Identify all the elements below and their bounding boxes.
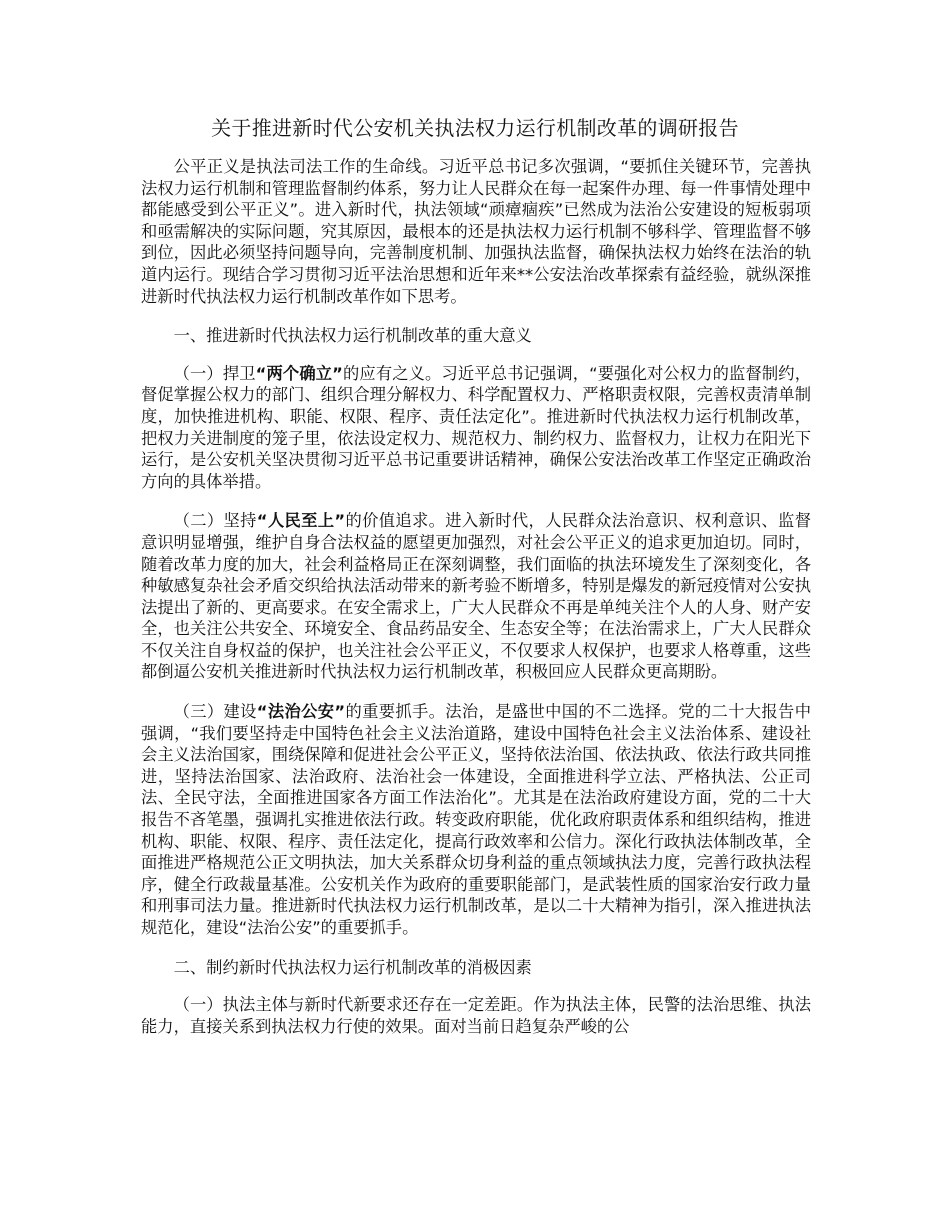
paragraph-text: 法治，是盛世中国的不二选择。党的二十大报告中强调，“我们要坚持走中国特色社会主义法治道路，建设中国特色社会主义法治体系、建设社会主义法治国家，围绕保障和促进社会公平正义，坚持依法治国、依法执政、依法行政共同推进，坚持法治国家、法治政府、法治社会一体建设，全面推进科学立法、严格执法、公正司法、全民守法，全面推进国家各方面工作法治化”。尤其是在法治政府建设方面，党的二十大报告不吝笔墨，强调扎实推进依法行政。转变政府职能，优化政府职责体系和组织结构，推进机构、职能、权限、程序、责任法定化，提高行政效率和公信力。深化行政执法体制改革，全面推进严格规范公正文明执法，加大关系群众切身利益的重点领域执法力度，完善行政执法程序，健全行政裁量基准。公安机关作为政府的重要职能部门，是武装性质的国家治安行政力量和刑事司法力量。推进新时代执法权力运行机制改革，是以二十大精神为指引，深入推进执法规范化，建设“法治公安”的重要抓手。 — [141, 702, 811, 937]
paragraph-suffix: 的价值追求。 — [345, 511, 446, 531]
paragraph-text: 习近平总书记强调，“要强化对公权力的监督制约，督促掌握公权力的部门、组织合理分解权力、科学配置权力、严格职责权限，完善权责清单制度，加快推进机构、职能、权限、程序、责任法定化”。推进新时代执法权力运行机制改革，把权力关进制度的笼子里，依法设定权力、规范权力、制约权力、监督权力，让权力在阳光下运行，是公安机关坚决贯彻习近平总书记重要讲话精神，确保公安法治改革工作坚定正确政治方向的具体举措。 — [141, 363, 811, 491]
section-1-paragraph-3 — [141, 701, 811, 939]
document-title: 关于推进新时代公安机关执法权力运行机制改革的调研报告 — [211, 116, 739, 140]
paragraph-emphasis: “法治公安” — [256, 702, 346, 722]
document-body — [141, 156, 811, 1037]
paragraph-emphasis: “两个确立” — [255, 363, 343, 383]
paragraph-lead: （一）执法主体与新时代新要求还存在一定差距。 — [173, 995, 534, 1015]
section-2-heading: 二、制约新时代执法权力运行机制改革的消极因素 — [173, 957, 532, 977]
paragraph-emphasis: “人民至上” — [256, 511, 346, 531]
paragraph-text: 作为执法主体，民警的法治思维、执法能力，直接关系到执法权力行使的效果。面对当前日趋复杂严峻的公 — [141, 995, 811, 1036]
paragraph-prefix: （一）捍卫 — [173, 363, 256, 383]
section-2-paragraph-1 — [141, 994, 811, 1037]
paragraph-text: 进入新时代，人民群众法治意识、权利意识、监督意识明显增强，维护自身合法权益的愿望更加强烈，对社会公平正义的追求更加迫切。同时，随着改革力度的加大，社会利益格局正在深刻调整，我们面临的执法环境发生了深刻变化，各种敏感复杂社会矛盾交织给执法活动带来的新考验不断增多，特别是爆发的新冠疫情对公安执法提出了新的、更高要求。在安全需求上，广大人民群众不再是单纯关注个人的人身、财产安全，也关注公共安全、环境安全、食品药品安全、生态安全等；在法治需求上，广大人民群众不仅关注自身权益的保护，也关注社会公平正义，不仅要求人权保护，也要求人格尊重，这些都倒逼公安机关推进新时代执法权力运行机制改革，积极回应人民群众更高期盼。 — [141, 511, 811, 682]
paragraph-suffix: 的重要抓手。 — [345, 702, 446, 722]
paragraph-prefix: （二）坚持 — [173, 511, 257, 531]
section-1-heading: 一、推进新时代执法权力运行机制改革的重大意义 — [173, 326, 532, 346]
section-1-paragraph-2 — [141, 510, 811, 683]
intro-paragraph: 公平正义是执法司法工作的生命线。习近平总书记多次强调，“要抓住关键环节，完善执法权力运行机制和管理监督制约体系，努力让人民群众在每一起案件办理、每一件事情处理中都能感受到公平正义”。进入新时代，执法领域“顽瘴痼疾”已然成为法治公安建设的短板弱项和亟需解决的实际问题，究其原因，最根本的还是执法权力运行机制不够科学、管理监督不够到位，因此必须坚持问题导向，完善制度机制、加强执法监督，确保执法权力始终在法治的轨道内运行。现结合学习贯彻习近平法治思想和近年来**公安法治改革探索有益经验，就纵深推进新时代执法权力运行机制改革作如下思考。 — [141, 157, 811, 306]
section-1-paragraph-1 — [141, 363, 811, 493]
paragraph-prefix: （三）建设 — [173, 702, 257, 722]
paragraph-suffix: 的应有之义。 — [342, 363, 442, 383]
